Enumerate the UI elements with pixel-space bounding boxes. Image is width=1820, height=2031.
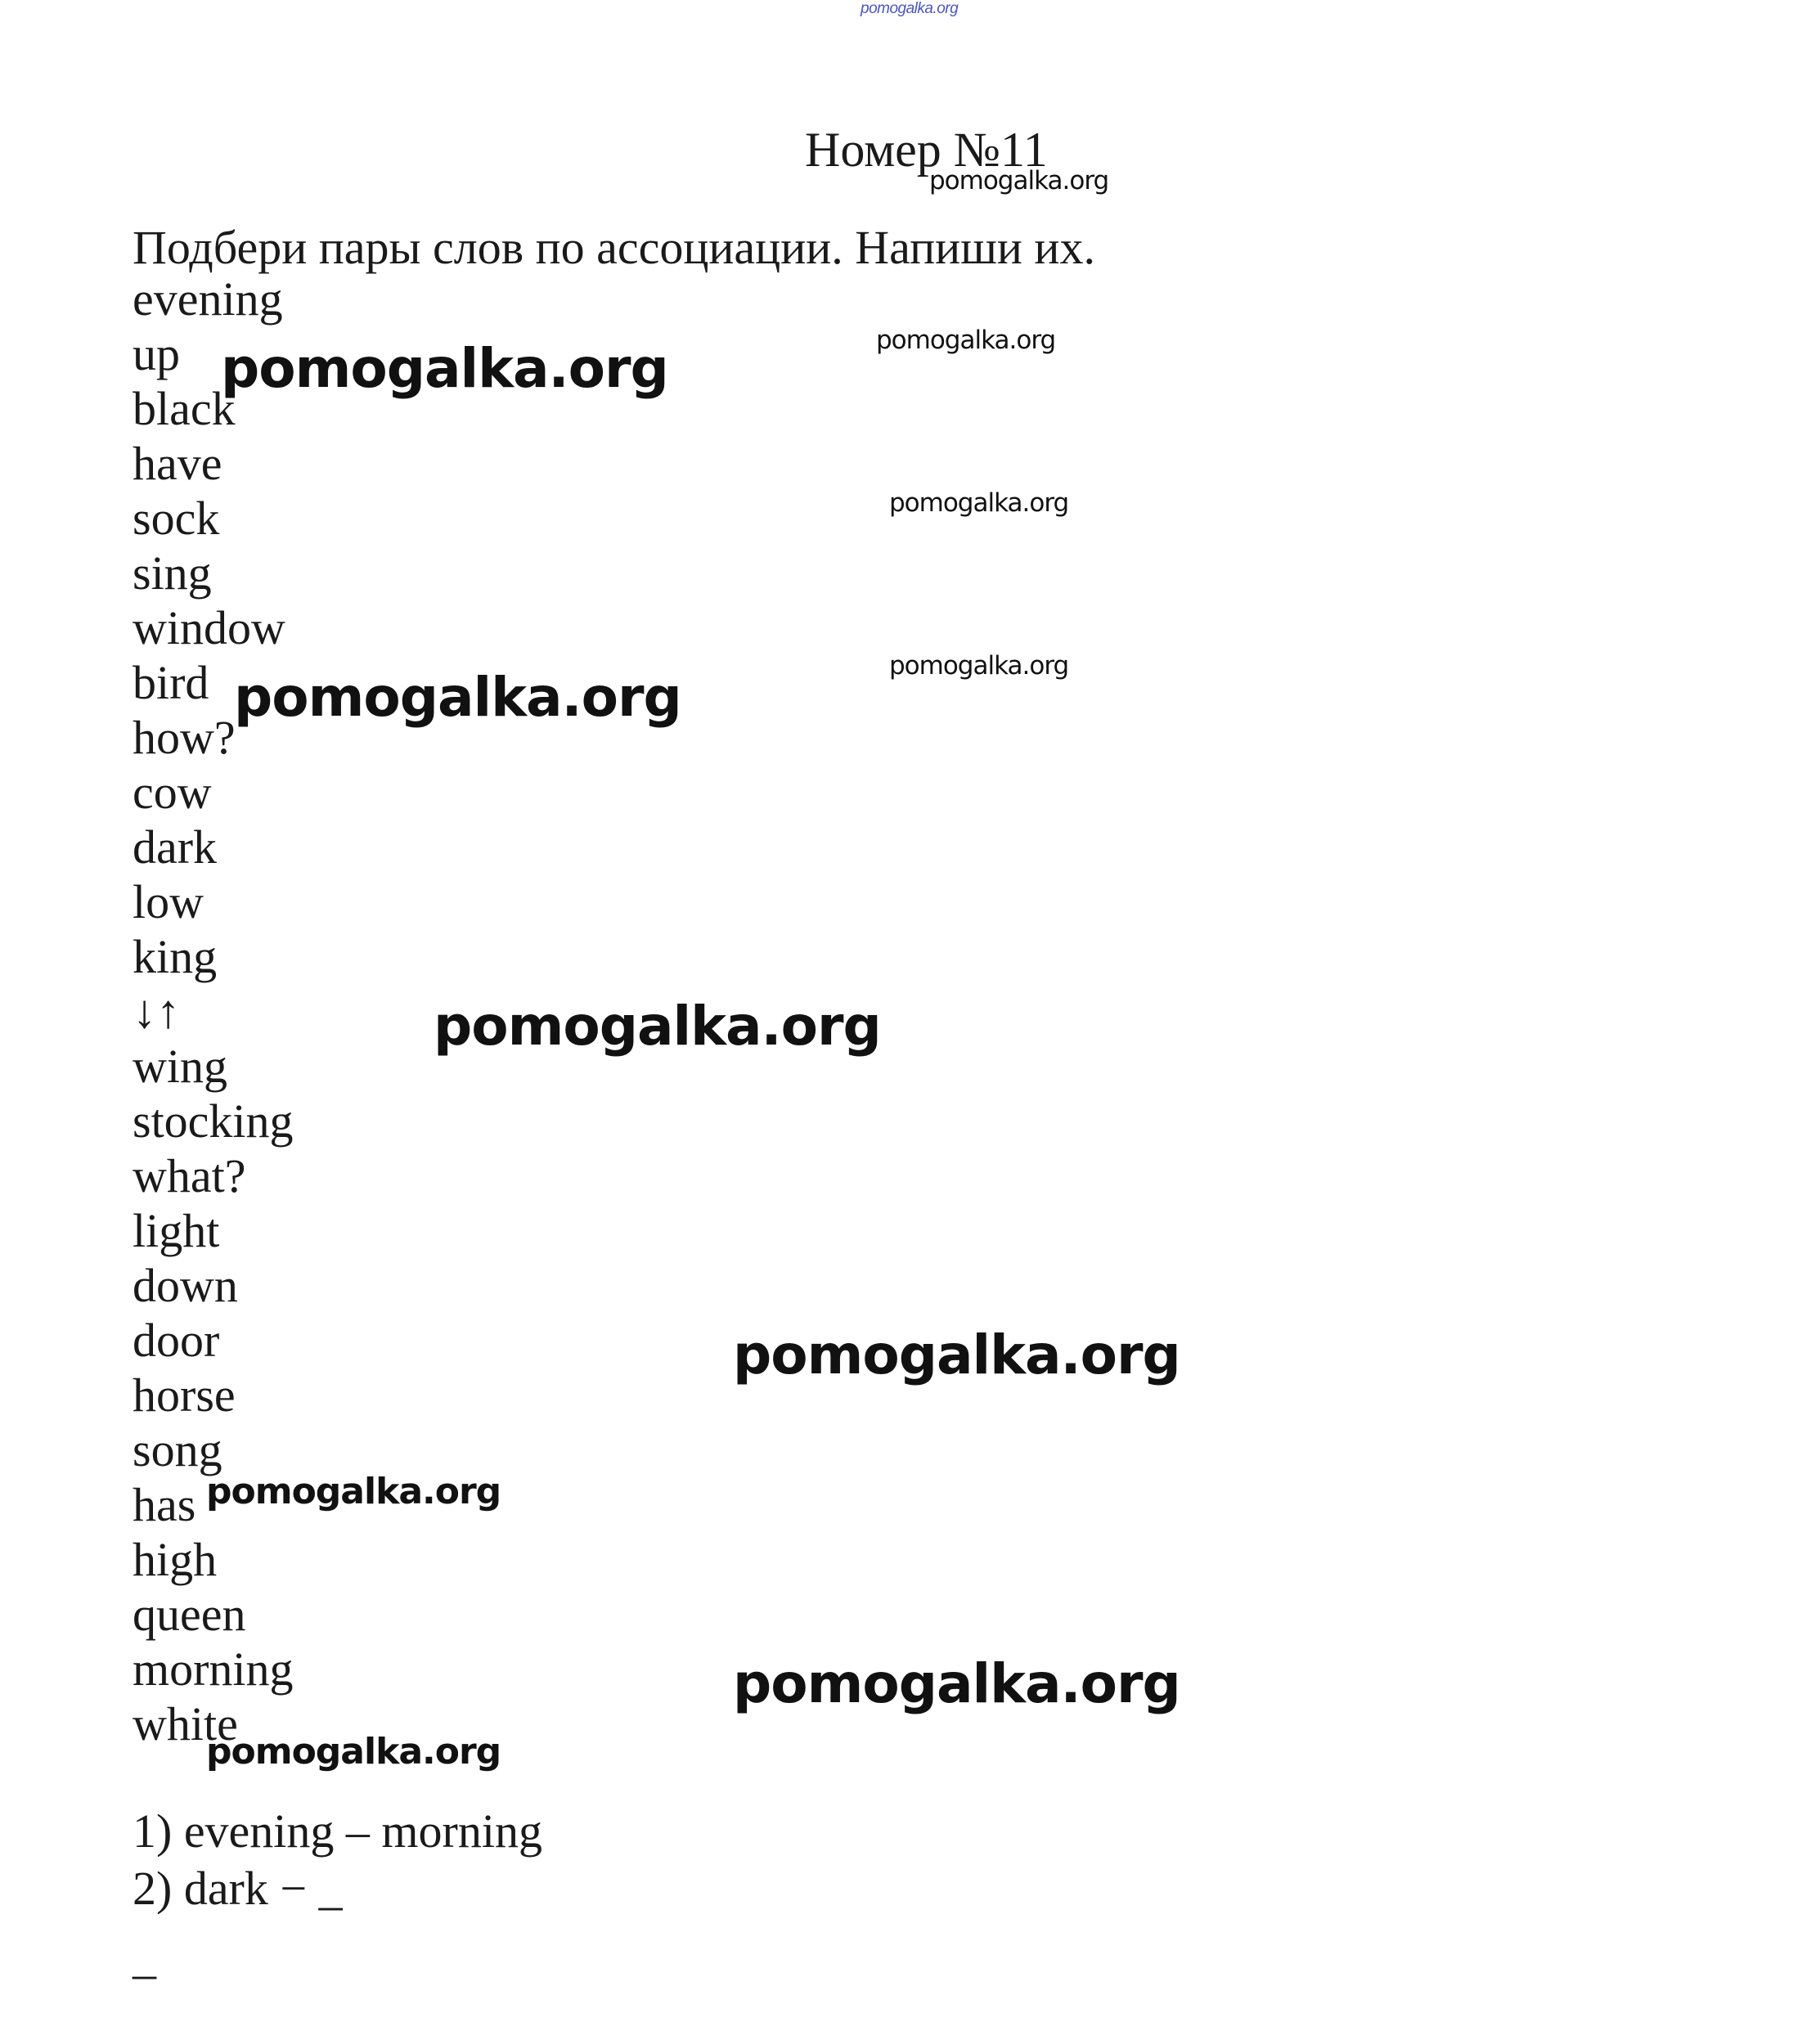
word-item: evening	[133, 272, 283, 326]
word-item: song	[133, 1423, 222, 1476]
word-item: wing	[133, 1040, 227, 1093]
word-item: low	[133, 875, 204, 928]
word-item: dark	[133, 820, 218, 874]
watermark: pomogalka.org	[929, 166, 1109, 195]
watermark: pomogalka.org	[206, 1731, 501, 1773]
site-header-link[interactable]: pomogalka.org	[861, 0, 959, 17]
word-item: morning	[133, 1642, 294, 1696]
word-item: black	[133, 382, 236, 435]
word-item: cow	[133, 766, 212, 819]
word-item: stocking	[133, 1094, 294, 1148]
answer-item: 1) evening – morning	[133, 1804, 542, 1858]
word-item: sock	[133, 492, 220, 545]
watermark: pomogalka.org	[221, 337, 668, 400]
word-item: up	[133, 327, 180, 380]
watermark: pomogalka.org	[206, 1471, 501, 1512]
watermark: pomogalka.org	[434, 995, 881, 1058]
answer-blank: _	[133, 1930, 156, 1984]
word-item: how?	[133, 711, 236, 764]
watermark: pomogalka.org	[733, 1323, 1180, 1386]
watermark: pomogalka.org	[876, 326, 1056, 355]
word-item: has	[133, 1478, 196, 1531]
word-item: sing	[133, 546, 212, 600]
page-title: Номер №11	[805, 123, 1048, 177]
answer-item: 2) dark − _	[133, 1862, 343, 1915]
task-instruction: Подбери пары слов по ассоциации. Напиши их.	[133, 221, 1095, 274]
watermark: pomogalka.org	[889, 651, 1069, 681]
word-item: horse	[133, 1368, 236, 1422]
answer-list	[133, 1803, 542, 1917]
word-item: light	[133, 1204, 220, 1257]
word-item: queen	[133, 1588, 246, 1641]
word-item: what?	[133, 1149, 246, 1202]
watermark: pomogalka.org	[889, 488, 1069, 518]
watermark: pomogalka.org	[234, 666, 681, 729]
word-item: down	[133, 1259, 238, 1312]
word-item: have	[133, 437, 222, 490]
word-item: window	[133, 601, 285, 654]
word-item: white	[133, 1697, 238, 1750]
word-item: bird	[133, 656, 209, 709]
word-item: king	[133, 930, 218, 983]
watermark: pomogalka.org	[733, 1652, 1180, 1715]
word-item: door	[133, 1314, 220, 1367]
word-item: high	[133, 1533, 218, 1586]
word-item-arrows: ↓↑	[133, 985, 180, 1038]
word-list	[133, 272, 294, 1751]
